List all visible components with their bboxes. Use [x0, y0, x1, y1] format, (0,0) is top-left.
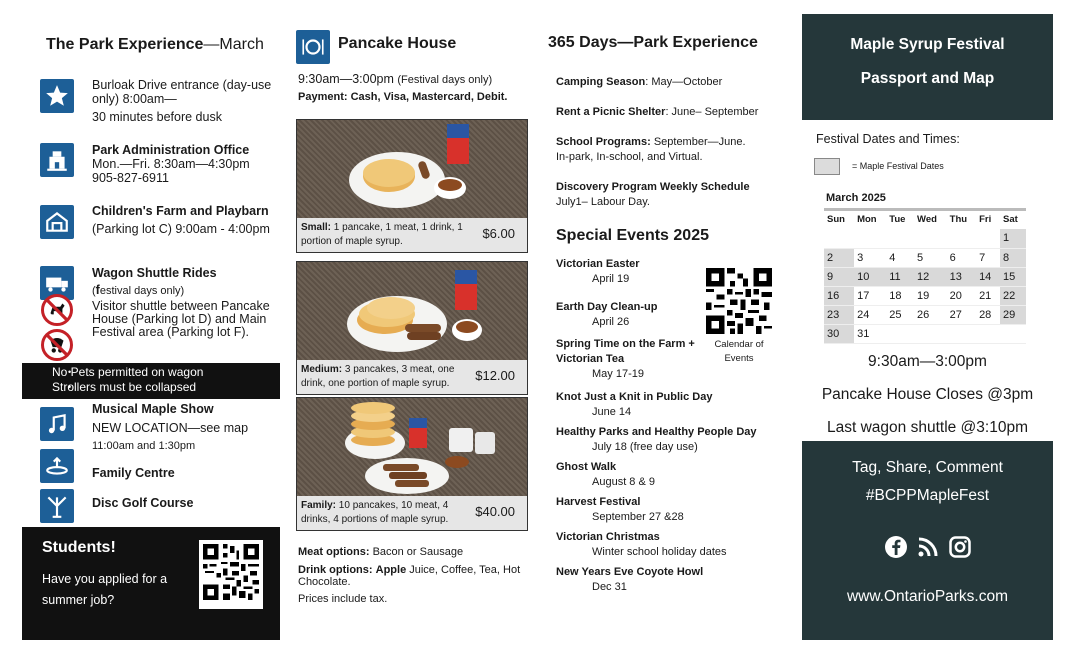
camping-season: Camping Season: May—October	[556, 76, 723, 88]
weekday-header: Fri	[976, 210, 1000, 230]
event-item: Healthy Parks and Healthy People Day July 18 (free day use)	[556, 426, 757, 453]
calendar-week	[824, 305, 1026, 324]
calendar-day: 12	[914, 267, 947, 286]
calendar-week	[824, 229, 1026, 248]
menu-card-medium: Medium: 3 pancakes, 3 meat, one drink, one portion of maple syrup. $12.00	[296, 261, 528, 395]
calendar-day: 20	[947, 286, 976, 305]
event-item: Ghost Walk August 8 & 9	[556, 461, 655, 488]
festival-calendar	[824, 208, 1026, 344]
calendar-day: 31	[854, 324, 886, 343]
tax-note: Prices include tax.	[298, 593, 388, 605]
pancake-house-title: Pancake House	[338, 35, 457, 52]
meat-options: Meat options: Bacon or Sausage	[298, 546, 464, 558]
pancake-hours: 9:30am—3:00pm (Festival days only)	[298, 72, 493, 86]
legend-swatch	[814, 158, 840, 175]
festival-dates-label: Festival Dates and Times:	[816, 132, 960, 146]
instagram-icon[interactable]	[948, 535, 972, 559]
event-item: Earth Day Clean-up April 26	[556, 301, 658, 328]
calendar-week	[824, 267, 1026, 286]
calendar-day: 8	[1000, 248, 1026, 267]
rss-icon[interactable]	[916, 535, 940, 559]
calendar-day: 6	[947, 248, 976, 267]
calendar-week	[824, 248, 1026, 267]
school-programs: School Programs: September—June. In-park, In-school, and Virtual.	[556, 136, 746, 163]
pancake-close-time: Pancake House Closes @3pm	[821, 386, 1034, 403]
calendar-day: 1	[1000, 229, 1026, 248]
calendar-day: 13	[947, 267, 976, 286]
weekday-header: Wed	[914, 210, 947, 230]
calendar-day: 21	[976, 286, 1000, 305]
calendar-day	[914, 324, 947, 343]
calendar-day: 10	[854, 267, 886, 286]
calendar-day: 11	[886, 267, 914, 286]
calendar-day: 26	[914, 305, 947, 324]
wagon-rules-bar: • No Pets permitted on wagon • Strollers must be collapsed	[22, 363, 280, 399]
calendar-day	[824, 229, 854, 248]
calendar-day: 9	[824, 267, 854, 286]
music-icon	[40, 407, 74, 441]
weekday-header: Sun	[824, 210, 854, 230]
special-events-title: Special Events 2025	[556, 227, 709, 244]
students-qr-code[interactable]	[199, 540, 263, 609]
calendar-week	[824, 324, 1026, 343]
calendar-day: 4	[886, 248, 914, 267]
calendar-day: 30	[824, 324, 854, 343]
calendar-day: 18	[886, 286, 914, 305]
calendar-day: 24	[854, 305, 886, 324]
website-link[interactable]: www.OntarioParks.com	[846, 588, 1009, 605]
calendar-day: 3	[854, 248, 886, 267]
menu-card-family: Family: 10 pancakes, 10 meat, 4 drinks, 4 portions of maple syrup. $40.00	[296, 397, 528, 531]
legend-label: = Maple Festival Dates	[852, 161, 944, 171]
building-icon	[40, 143, 74, 177]
calendar-day: 7	[976, 248, 1000, 267]
family-meal-photo	[297, 398, 527, 496]
events-qr-code[interactable]	[704, 266, 774, 341]
payment-options: Payment: Cash, Visa, Mastercard, Debit.	[298, 91, 508, 103]
calendar-week	[824, 286, 1026, 305]
star-icon	[40, 79, 74, 113]
calendar-day	[854, 229, 886, 248]
park-experience-panel: The Park Experience—March Burloak Drive entrance (day-use only) 8:00am— 30 minutes before dusk Park Administration Office Mon.—Fri. 8:30am—4:30pm 905-827-6911 Children's Farm and Playbarn (Parking lot C) 9:00am - 4:00pm Wagon Shuttle Rides (festival days only) Visitor shuttle between Pancake House (Parking lot D) and Main Festival area (Parking lot F). • No Pets permitted on wagon • Strollers must be collapsed Musical Maple Show NEW LOCATION—see map 11:00am and 1:30pm Family Centre Disc Golf Course Students! Have you applied for a summer job?	[22, 0, 280, 664]
weekday-header: Mon	[854, 210, 886, 230]
small-meal-photo	[297, 120, 527, 218]
calendar-day	[976, 229, 1000, 248]
picnic-shelter: Rent a Picnic Shelter: June– September	[556, 106, 759, 118]
calendar-day	[1000, 324, 1026, 343]
family-price: $40.00	[475, 504, 515, 519]
social-box	[802, 441, 1053, 640]
discovery-program: Discovery Program Weekly Schedule July1– Labour Day.	[556, 181, 750, 208]
park-experience-title: The Park Experience—March	[46, 36, 264, 53]
facebook-icon[interactable]	[884, 535, 908, 559]
event-item: New Years Eve Coyote Howl Dec 31	[556, 566, 704, 593]
calendar-day: 19	[914, 286, 947, 305]
students-box: Students! Have you applied for a summer job?	[22, 527, 280, 640]
drink-options: Drink options: Apple Juice, Coffee, Tea, Hot Chocolate.	[298, 564, 521, 588]
calendar-day	[914, 229, 947, 248]
calendar-month: March 2025	[826, 192, 886, 204]
event-item: Knot Just a Knit in Public Day June 14	[556, 391, 713, 418]
tag-share-comment: Tag, Share, Comment	[852, 459, 1003, 476]
event-item: Victorian Easter April 19	[556, 258, 640, 285]
calendar-day: 14	[976, 267, 1000, 286]
social-icons	[802, 535, 1053, 559]
calendar-day	[976, 324, 1000, 343]
no-pets-icon	[41, 294, 73, 326]
medium-price: $12.00	[475, 368, 515, 383]
calendar-day	[886, 324, 914, 343]
days365-title: 365 Days—Park Experience	[548, 34, 758, 51]
disc-golf-icon	[40, 489, 74, 523]
festival-hours: 9:30am—3:00pm	[868, 353, 987, 370]
festival-title-box: Maple Syrup Festival Passport and Map	[802, 14, 1053, 120]
calendar-day: 5	[914, 248, 947, 267]
plate-icon	[296, 30, 330, 64]
calendar-day	[886, 229, 914, 248]
small-price: $6.00	[482, 226, 515, 241]
no-strollers-icon	[41, 329, 73, 361]
calendar-day: 25	[886, 305, 914, 324]
calendar-day: 22	[1000, 286, 1026, 305]
last-shuttle-time: Last wagon shuttle @3:10pm	[827, 419, 1028, 436]
weekday-header: Sat	[1000, 210, 1026, 230]
calendar-day: 27	[947, 305, 976, 324]
calendar-day: 28	[976, 305, 1000, 324]
calendar-qr-caption: Calendar of Events	[714, 339, 764, 364]
calendar-day: 29	[1000, 305, 1026, 324]
event-item: Victorian Christmas Winter school holiday dates	[556, 531, 727, 558]
calendar-day: 15	[1000, 267, 1026, 286]
calendar-day	[947, 229, 976, 248]
barn-icon	[40, 205, 74, 239]
calendar-day	[947, 324, 976, 343]
calendar-day: 17	[854, 286, 886, 305]
weekday-header: Thu	[947, 210, 976, 230]
calendar-day: 16	[824, 286, 854, 305]
event-item: Spring Time on the Farm + Victorian Tea May 17-19	[556, 338, 695, 380]
calendar-day: 23	[824, 305, 854, 324]
medium-meal-photo	[297, 262, 527, 360]
hashtag: #BCPPMapleFest	[865, 487, 990, 504]
weekday-header: Tue	[886, 210, 914, 230]
menu-card-small: Small: 1 pancake, 1 meat, 1 drink, 1 portion of maple syrup. $6.00	[296, 119, 528, 253]
event-item: Harvest Festival September 27 &28	[556, 496, 684, 523]
family-centre-icon	[40, 449, 74, 483]
calendar-day: 2	[824, 248, 854, 267]
